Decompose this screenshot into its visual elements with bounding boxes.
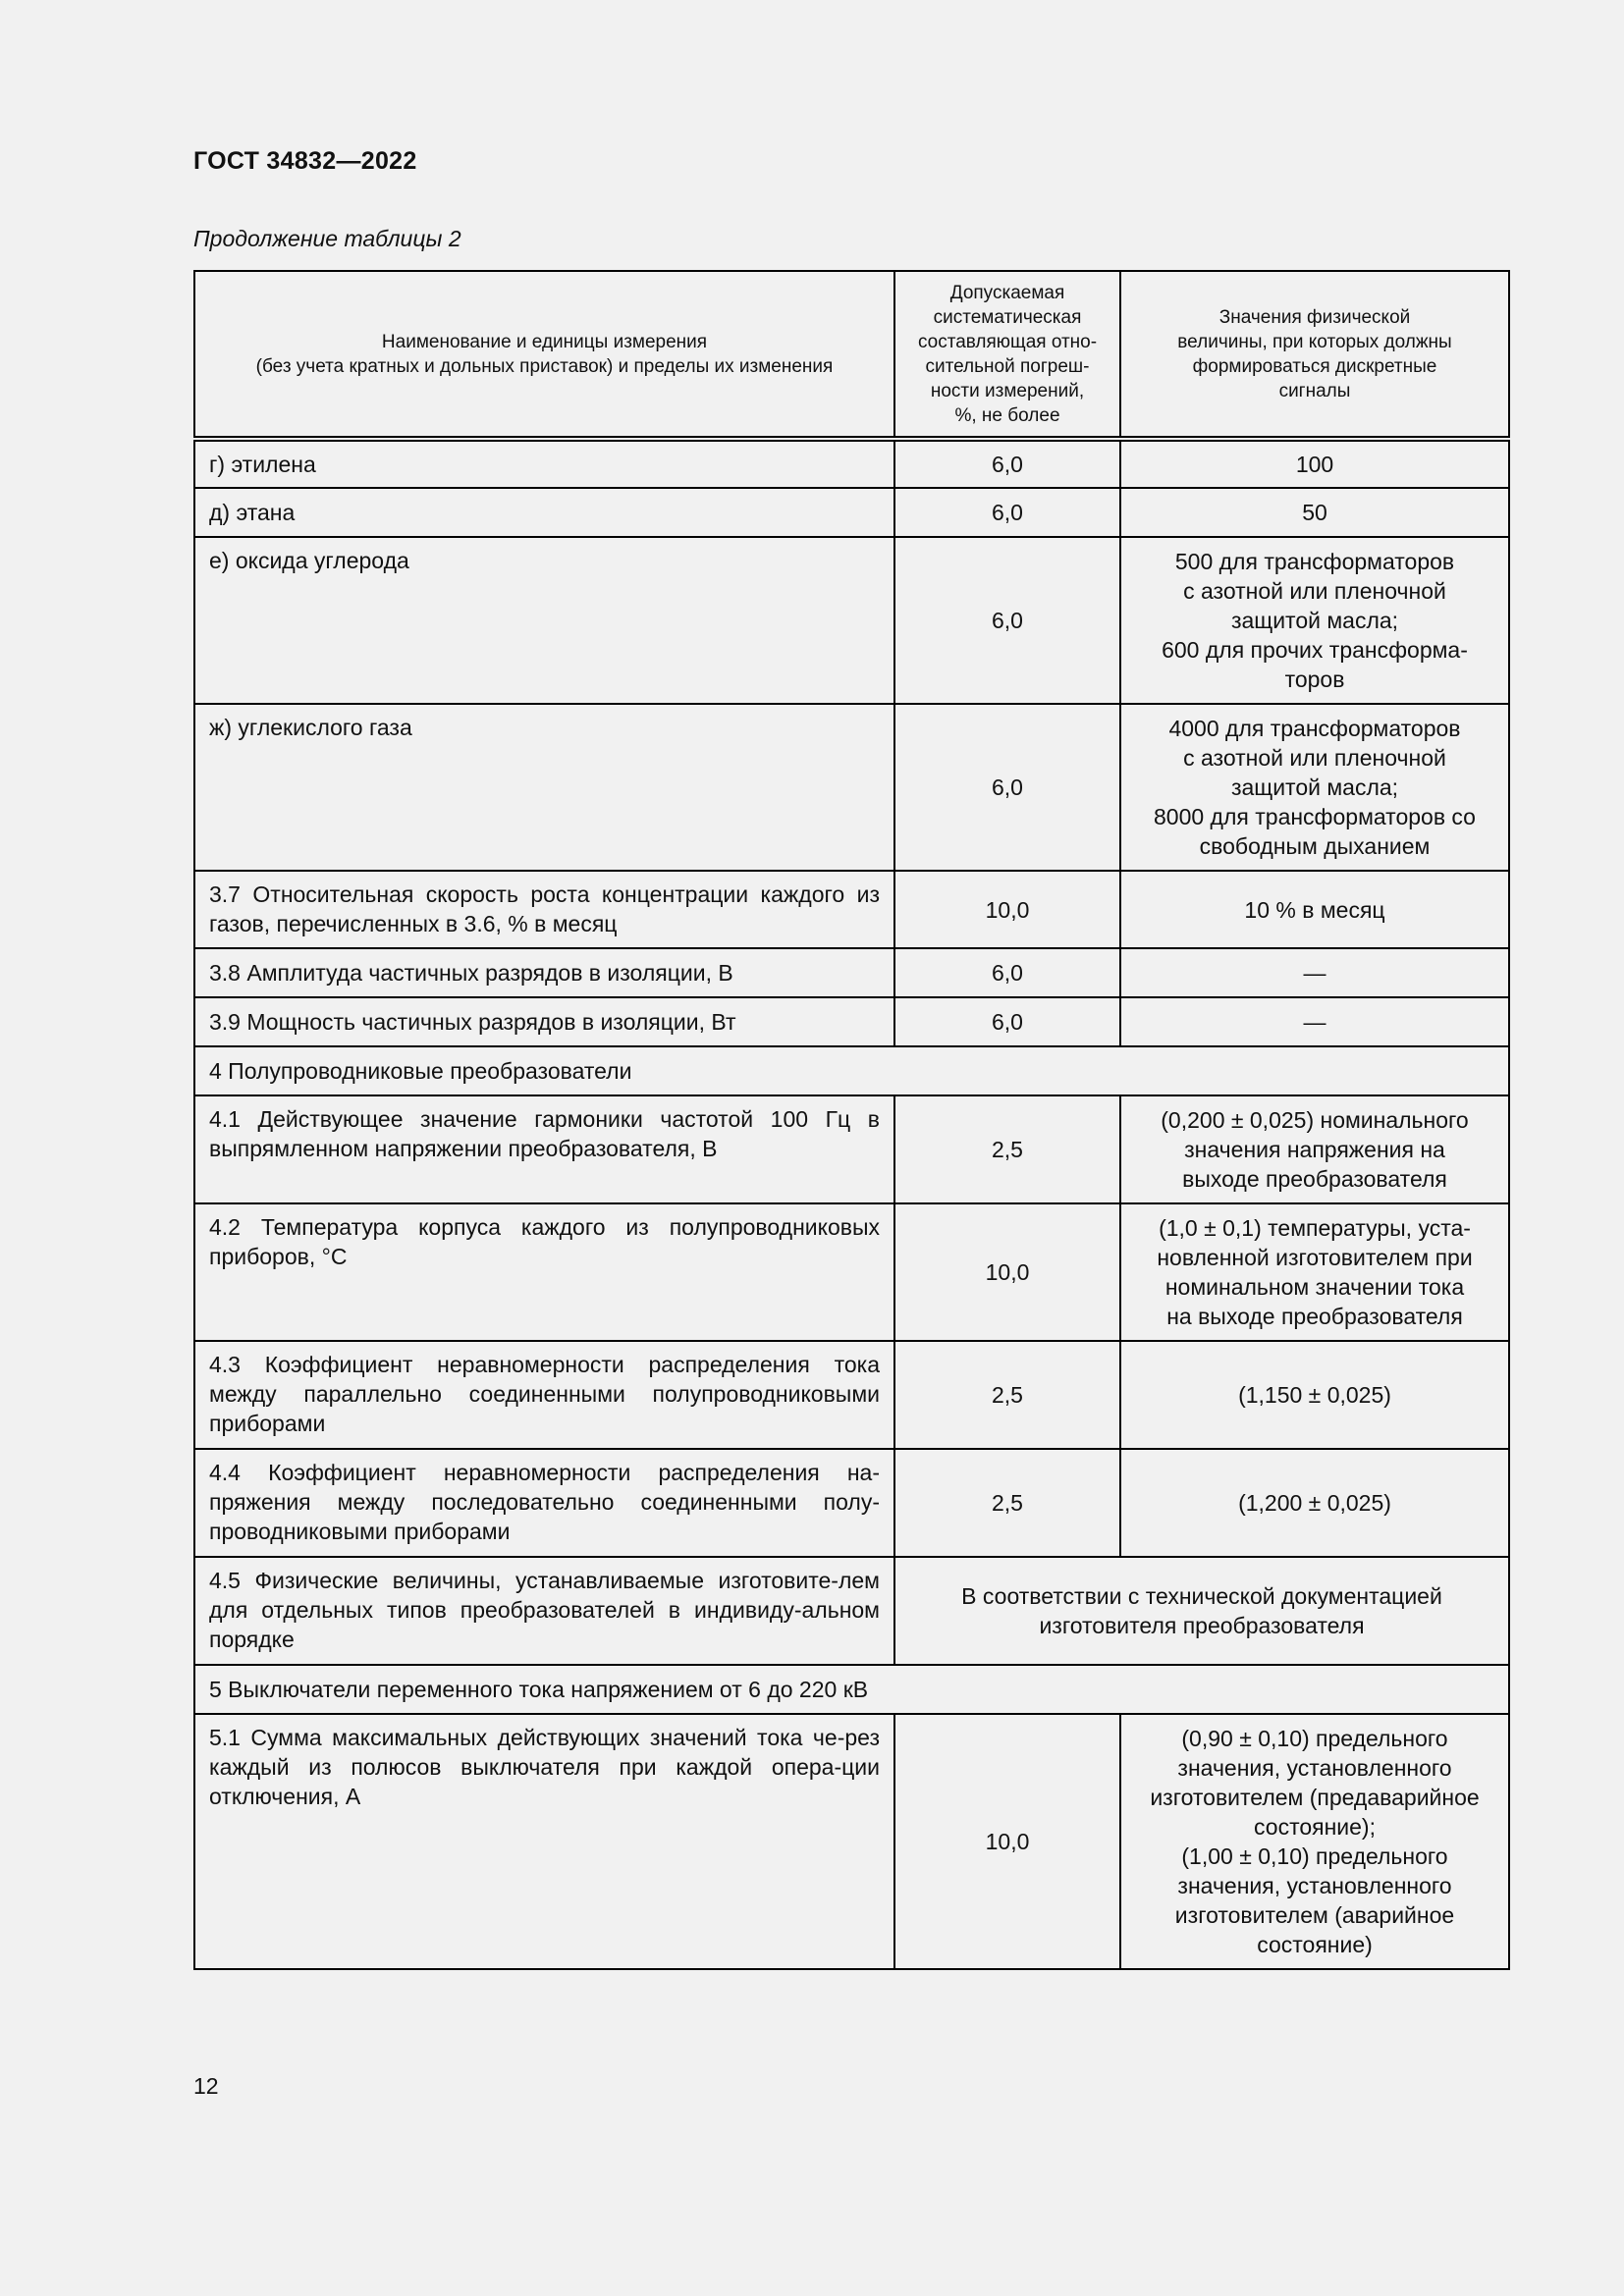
row-error: 6,0 [894, 537, 1120, 704]
row-name: 5.1 Сумма максимальных действующих значений тока че-рез каждый из полюсов выключателя при каждой опера-ции отключения, А [194, 1714, 894, 1969]
row-name: д) этана [194, 488, 894, 537]
row-value: — [1120, 997, 1509, 1046]
row-error: 6,0 [894, 948, 1120, 997]
table-row [194, 537, 1509, 704]
row-error: 2,5 [894, 1095, 1120, 1203]
row-name: 4.3 Коэффициент неравномерности распределения тока между параллельно соединенными полупроводниковыми приборами [194, 1341, 894, 1449]
row-name: 4.4 Коэффициент неравномерности распределения на-пряжения между последовательно соединенными полу-проводниковыми приборами [194, 1449, 894, 1557]
row-error: 6,0 [894, 488, 1120, 537]
section-title: 5 Выключатели переменного тока напряжением от 6 до 220 кВ [194, 1665, 1509, 1714]
row-name: 3.9 Мощность частичных разрядов в изоляции, Вт [194, 997, 894, 1046]
document-title: ГОСТ 34832—2022 [193, 147, 417, 175]
row-value: 10 % в месяц [1120, 871, 1509, 948]
table-row [194, 1449, 1509, 1557]
row-error: 2,5 [894, 1449, 1120, 1557]
row-value: (1,0 ± 0,1) температуры, уста- новленной изготовителем при номинальном значении тока на выходе преобразователя [1120, 1203, 1509, 1341]
row-error: 10,0 [894, 871, 1120, 948]
table-row [194, 997, 1509, 1046]
row-error: 6,0 [894, 704, 1120, 871]
column-header-name: Наименование и единицы измерения (без учета кратных и дольных приставок) и пределы их изменения [194, 271, 894, 439]
row-name: 4.1 Действующее значение гармоники частотой 100 Гц в выпрямленном напряжении преобразователя, В [194, 1095, 894, 1203]
row-error: 10,0 [894, 1203, 1120, 1341]
table-caption: Продолжение таблицы 2 [193, 226, 461, 251]
row-error: 10,0 [894, 1714, 1120, 1969]
table-row [194, 704, 1509, 871]
column-header-error: Допускаемая систематическая составляющая отно- сительной погреш- ности измерений, %, не более [894, 271, 1120, 439]
row-value: — [1120, 948, 1509, 997]
section-row [194, 1665, 1509, 1714]
row-value: 4000 для трансформаторов с азотной или пленочной защитой масла; 8000 для трансформаторов со свободным дыханием [1120, 704, 1509, 871]
column-header-value: Значения физической величины, при которых должны формироваться дискретные сигналы [1120, 271, 1509, 439]
table-row [194, 1341, 1509, 1449]
section-row [194, 1046, 1509, 1095]
section-title: 4 Полупроводниковые преобразователи [194, 1046, 1509, 1095]
row-name: 3.8 Амплитуда частичных разрядов в изоляции, В [194, 948, 894, 997]
row-value: 100 [1120, 439, 1509, 488]
table-row [194, 439, 1509, 488]
row-name: ж) углекислого газа [194, 704, 894, 871]
row-merged-value: В соответствии с технической документацией изготовителя преобразователя [894, 1557, 1509, 1665]
row-name: г) этилена [194, 439, 894, 488]
row-value: (1,150 ± 0,025) [1120, 1341, 1509, 1449]
row-value: 50 [1120, 488, 1509, 537]
table-row [194, 1557, 1509, 1665]
row-error: 6,0 [894, 439, 1120, 488]
table-header-row [194, 271, 1509, 439]
row-value: (0,200 ± 0,025) номинального значения напряжения на выходе преобразователя [1120, 1095, 1509, 1203]
row-error: 6,0 [894, 997, 1120, 1046]
table-row [194, 1203, 1509, 1341]
table-row [194, 948, 1509, 997]
page-number: 12 [193, 2073, 219, 2099]
table-row [194, 1714, 1509, 1969]
requirements-table [193, 270, 1510, 1970]
row-name: 3.7 Относительная скорость роста концентрации каждого из газов, перечисленных в 3.6, % в месяц [194, 871, 894, 948]
row-value: 500 для трансформаторов с азотной или пленочной защитой масла; 600 для прочих трансформа- торов [1120, 537, 1509, 704]
row-name: 4.2 Температура корпуса каждого из полупроводниковых приборов, °С [194, 1203, 894, 1341]
table-row [194, 488, 1509, 537]
row-name: 4.5 Физические величины, устанавливаемые изготовите-лем для отдельных типов преобразователей в индивиду-альном порядке [194, 1557, 894, 1665]
row-value: (0,90 ± 0,10) предельного значения, установленного изготовителем (предаварийное состояние); (1,00 ± 0,10) предельного значения, установленного изготовителем (аварийное состояние) [1120, 1714, 1509, 1969]
row-error: 2,5 [894, 1341, 1120, 1449]
row-value: (1,200 ± 0,025) [1120, 1449, 1509, 1557]
row-name: е) оксида углерода [194, 537, 894, 704]
table-row [194, 1095, 1509, 1203]
table-row [194, 871, 1509, 948]
